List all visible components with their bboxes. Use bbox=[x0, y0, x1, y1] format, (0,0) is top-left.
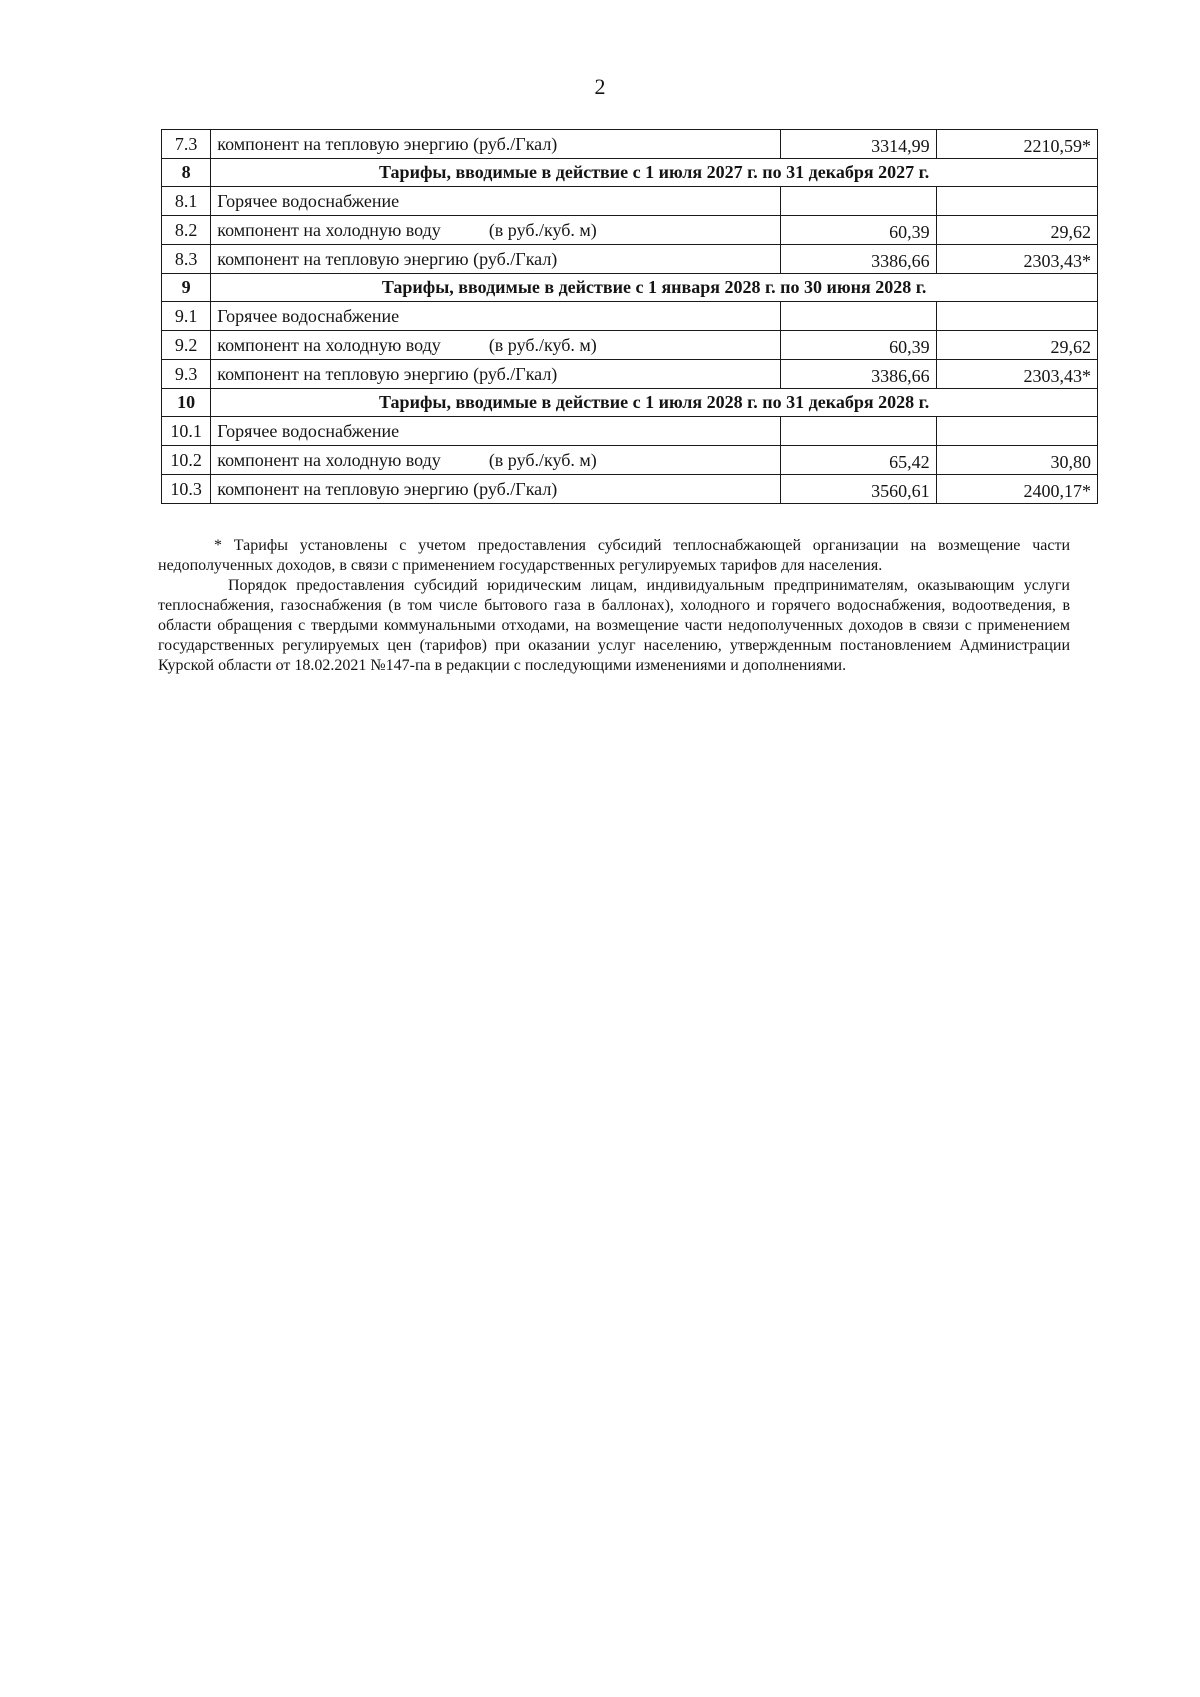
value-cell-1: 60,39 bbox=[781, 331, 936, 360]
row-name bbox=[211, 130, 781, 159]
section-title: Тарифы, вводимые в действие с 1 июля 2028 г. по 31 декабря 2028 г. bbox=[211, 389, 1098, 417]
value-cell-1: 3386,66 bbox=[781, 360, 936, 389]
row-name bbox=[211, 417, 781, 446]
row-number: 7.3 bbox=[162, 130, 211, 159]
row-name-text: компонент на тепловую энергию (руб./Гкал) bbox=[217, 133, 558, 154]
row-name bbox=[211, 245, 781, 274]
row-name bbox=[211, 475, 781, 504]
row-number: 8.1 bbox=[162, 187, 211, 216]
table-row bbox=[162, 446, 1098, 475]
value-cell-1 bbox=[781, 417, 936, 446]
table-row bbox=[162, 130, 1098, 159]
row-number: 10.3 bbox=[162, 475, 211, 504]
value-cell-2: 29,62 bbox=[936, 216, 1097, 245]
row-name bbox=[211, 216, 781, 245]
table-row bbox=[162, 245, 1098, 274]
section-number: 10 bbox=[162, 389, 211, 417]
row-number: 10.2 bbox=[162, 446, 211, 475]
tariff-table bbox=[161, 129, 1098, 504]
row-name-text: компонент на тепловую энергию (руб./Гкал) bbox=[217, 478, 558, 499]
section-number: 8 bbox=[162, 159, 211, 187]
footnote-text: * Тарифы установлены с учетом предоставления субсидий теплоснабжающей организации на возмещение части недополученных доходов, в связи с применением государственных регулируемых тарифов для населения. bbox=[158, 537, 1070, 574]
row-number: 9.2 bbox=[162, 331, 211, 360]
table-row bbox=[162, 187, 1098, 216]
value-cell-2: 2303,43* bbox=[936, 245, 1097, 274]
section-header-row bbox=[162, 159, 1098, 187]
row-name-text: компонент на холодную воду bbox=[217, 219, 441, 240]
row-name-text: компонент на тепловую энергию (руб./Гкал) bbox=[217, 363, 558, 384]
table-row bbox=[162, 302, 1098, 331]
row-name-text: компонент на холодную воду bbox=[217, 449, 441, 470]
value-cell-2 bbox=[936, 302, 1097, 331]
section-number: 9 bbox=[162, 274, 211, 302]
row-number: 9.1 bbox=[162, 302, 211, 331]
row-name-text: Горячее водоснабжение bbox=[217, 190, 400, 211]
table-row bbox=[162, 216, 1098, 245]
section-title: Тарифы, вводимые в действие с 1 июля 2027 г. по 31 декабря 2027 г. bbox=[211, 159, 1098, 187]
row-unit: (в руб./куб. м) bbox=[488, 219, 597, 240]
row-name bbox=[211, 446, 781, 475]
row-name-text: компонент на тепловую энергию (руб./Гкал) bbox=[217, 248, 558, 269]
table-row bbox=[162, 417, 1098, 446]
value-cell-1 bbox=[781, 302, 936, 331]
value-cell-2: 29,62 bbox=[936, 331, 1097, 360]
row-unit: (в руб./куб. м) bbox=[488, 334, 597, 355]
row-name bbox=[211, 331, 781, 360]
value-cell-2 bbox=[936, 187, 1097, 216]
value-cell-1 bbox=[781, 187, 936, 216]
value-cell-1: 65,42 bbox=[781, 446, 936, 475]
row-number: 9.3 bbox=[162, 360, 211, 389]
row-name-text: компонент на холодную воду bbox=[217, 334, 441, 355]
notes-section bbox=[158, 536, 1070, 676]
value-cell-1: 60,39 bbox=[781, 216, 936, 245]
row-name-text: Горячее водоснабжение bbox=[217, 305, 400, 326]
section-header-row bbox=[162, 274, 1098, 302]
section-header-row bbox=[162, 389, 1098, 417]
value-cell-1: 3314,99 bbox=[781, 130, 936, 159]
row-unit: (в руб./куб. м) bbox=[488, 449, 597, 470]
value-cell-2: 2210,59* bbox=[936, 130, 1097, 159]
table-row bbox=[162, 475, 1098, 504]
value-cell-2: 2400,17* bbox=[936, 475, 1097, 504]
table-row bbox=[162, 331, 1098, 360]
row-name bbox=[211, 302, 781, 331]
row-number: 8.2 bbox=[162, 216, 211, 245]
row-name bbox=[211, 360, 781, 389]
row-name-text: Горячее водоснабжение bbox=[217, 420, 400, 441]
table-row bbox=[162, 360, 1098, 389]
value-cell-2 bbox=[936, 417, 1097, 446]
section-title: Тарифы, вводимые в действие с 1 января 2028 г. по 30 июня 2028 г. bbox=[211, 274, 1098, 302]
value-cell-2: 30,80 bbox=[936, 446, 1097, 475]
value-cell-2: 2303,43* bbox=[936, 360, 1097, 389]
procedure-text: Порядок предоставления субсидий юридическим лицам, индивидуальным предпринимателям, оказывающим услуги теплоснабжения, газоснабжения (в том числе бытового газа в баллонах), холодного и горячего водоснабжения, водоотведения, в области обращения с твердыми коммунальными отходами, на возмещение части недополученных доходов в связи с применением государственных регулируемых цен (тарифов) при оказании услуг населению, утвержденным постановлением Администрации Курской области от 18.02.2021 №147-па в редакции с последующими изменениями и дополнениями. bbox=[158, 577, 1070, 674]
row-number: 8.3 bbox=[162, 245, 211, 274]
page-number: 2 bbox=[594, 74, 606, 99]
row-name bbox=[211, 187, 781, 216]
value-cell-1: 3560,61 bbox=[781, 475, 936, 504]
value-cell-1: 3386,66 bbox=[781, 245, 936, 274]
row-number: 10.1 bbox=[162, 417, 211, 446]
